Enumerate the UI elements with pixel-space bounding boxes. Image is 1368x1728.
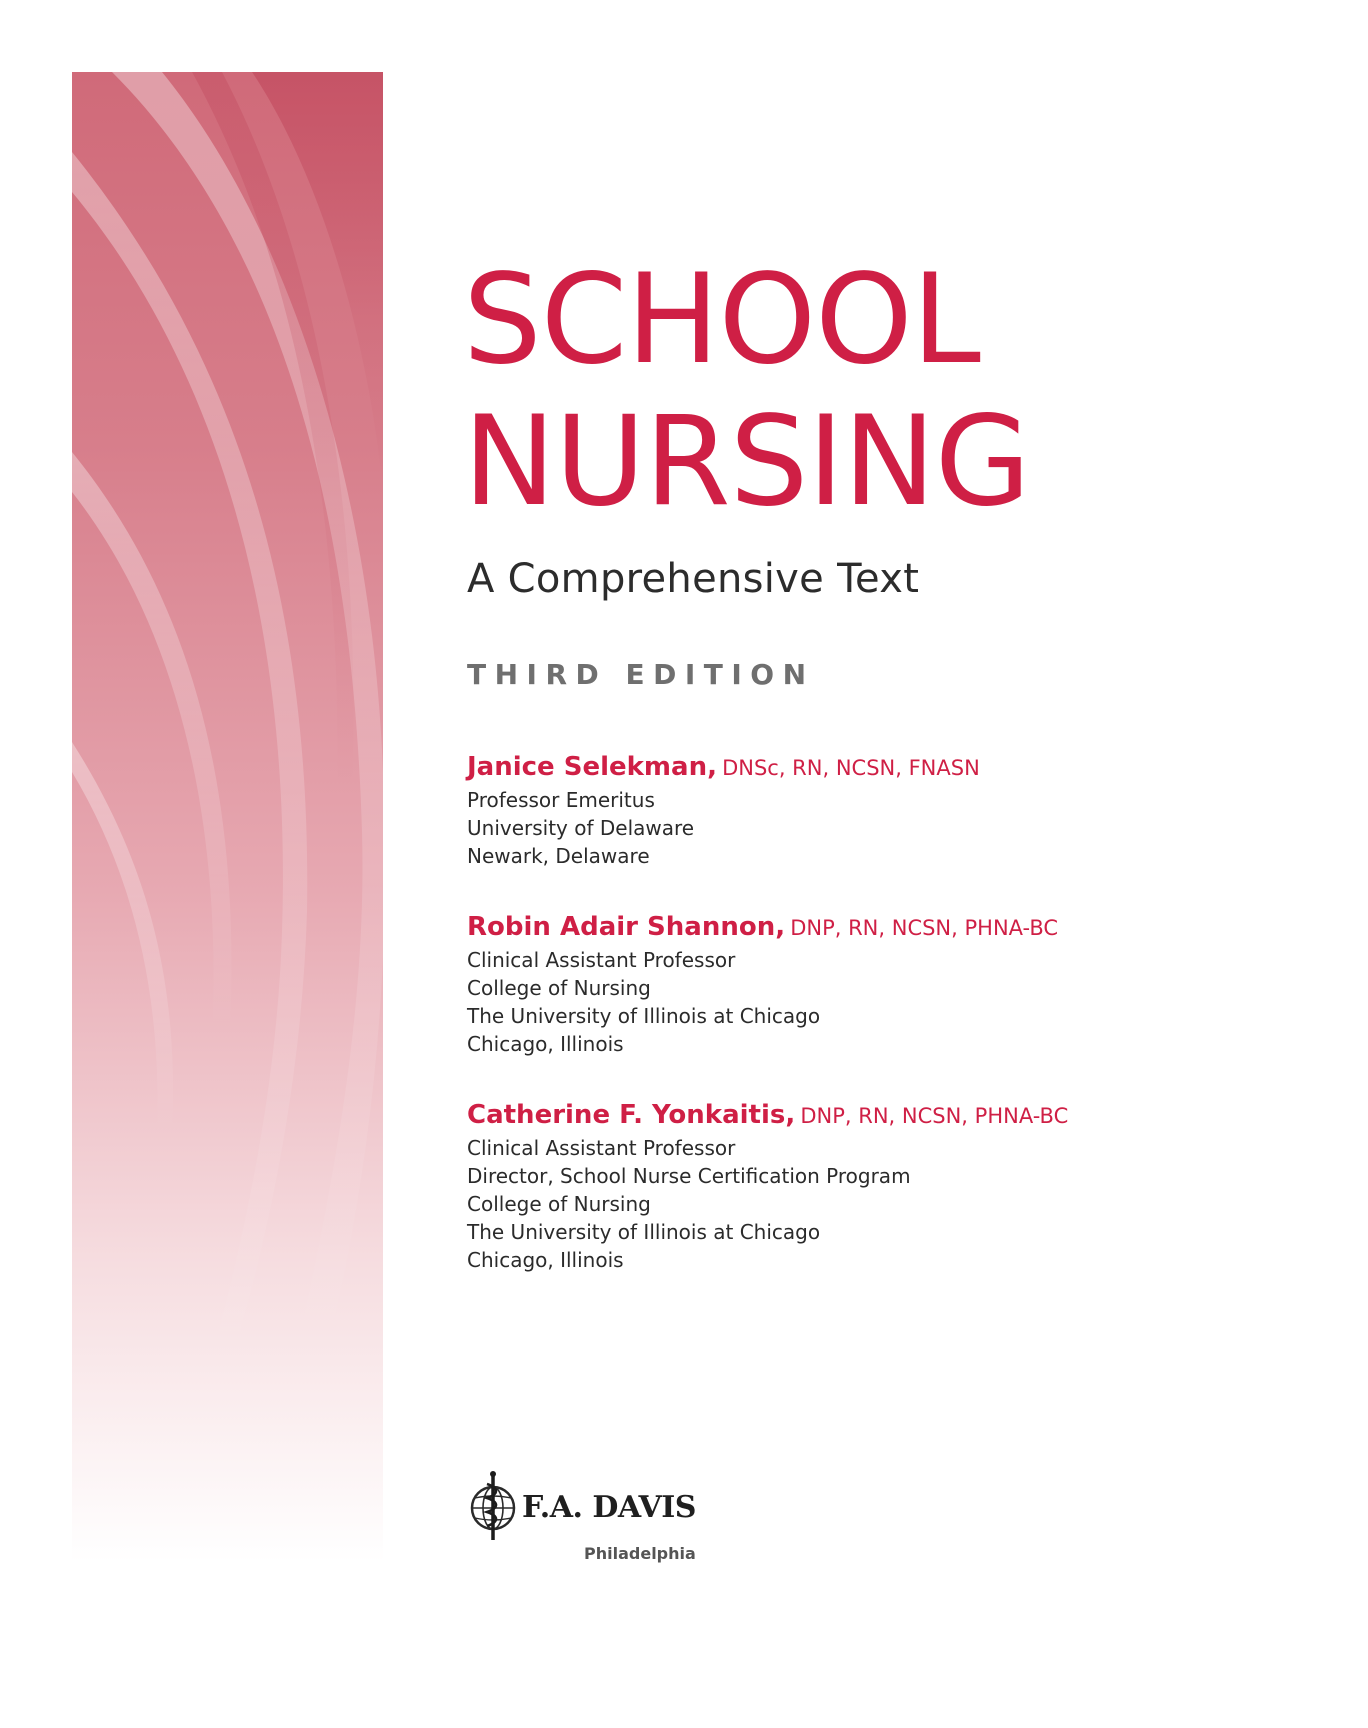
author-name: Catherine F. Yonkaitis, xyxy=(467,1100,796,1130)
author-affiliation-line: College of Nursing xyxy=(467,976,651,1000)
author-affiliation-line: Director, School Nurse Certification Program xyxy=(467,1164,911,1188)
author-affiliation-line: Chicago, Illinois xyxy=(467,1032,624,1056)
author-credentials: DNSc, RN, NCSN, FNASN xyxy=(722,756,980,780)
author-affiliation-line: The University of Illinois at Chicago xyxy=(467,1004,821,1028)
author-block xyxy=(467,752,1327,870)
author-credentials: DNP, RN, NCSN, PHNA-BC xyxy=(790,916,1059,940)
author-affiliation-line: Chicago, Illinois xyxy=(467,1248,624,1272)
author-affiliation-line: Newark, Delaware xyxy=(467,844,650,868)
author-block xyxy=(467,912,1327,1058)
author-affiliation-line: Clinical Assistant Professor xyxy=(467,1136,736,1160)
author-affiliation-line: Clinical Assistant Professor xyxy=(467,948,736,972)
author-heading xyxy=(467,752,1327,782)
author-affiliation-line: University of Delaware xyxy=(467,816,695,840)
book-subtitle: A Comprehensive Text xyxy=(467,556,920,602)
book-title-line-1: SCHOOL xyxy=(463,248,980,392)
decorative-side-band xyxy=(72,72,383,1562)
caduceus-globe-icon xyxy=(466,1468,520,1544)
author-heading xyxy=(467,1100,1327,1130)
publisher-city: Philadelphia xyxy=(584,1544,696,1563)
author-affiliation-line: The University of Illinois at Chicago xyxy=(467,1220,821,1244)
author-heading xyxy=(467,912,1327,942)
book-title-line-2: NURSING xyxy=(463,390,1030,534)
publisher-imprint xyxy=(466,1464,706,1564)
author-name: Janice Selekman, xyxy=(467,752,717,782)
author-block xyxy=(467,1100,1327,1274)
publisher-name: F.A. DAVIS xyxy=(522,1490,696,1525)
author-affiliation-line: Professor Emeritus xyxy=(467,788,655,812)
author-affiliation-line: College of Nursing xyxy=(467,1192,651,1216)
edition-label: THIRD EDITION xyxy=(467,658,815,691)
author-name: Robin Adair Shannon, xyxy=(467,912,786,942)
author-credentials: DNP, RN, NCSN, PHNA-BC xyxy=(800,1104,1069,1128)
